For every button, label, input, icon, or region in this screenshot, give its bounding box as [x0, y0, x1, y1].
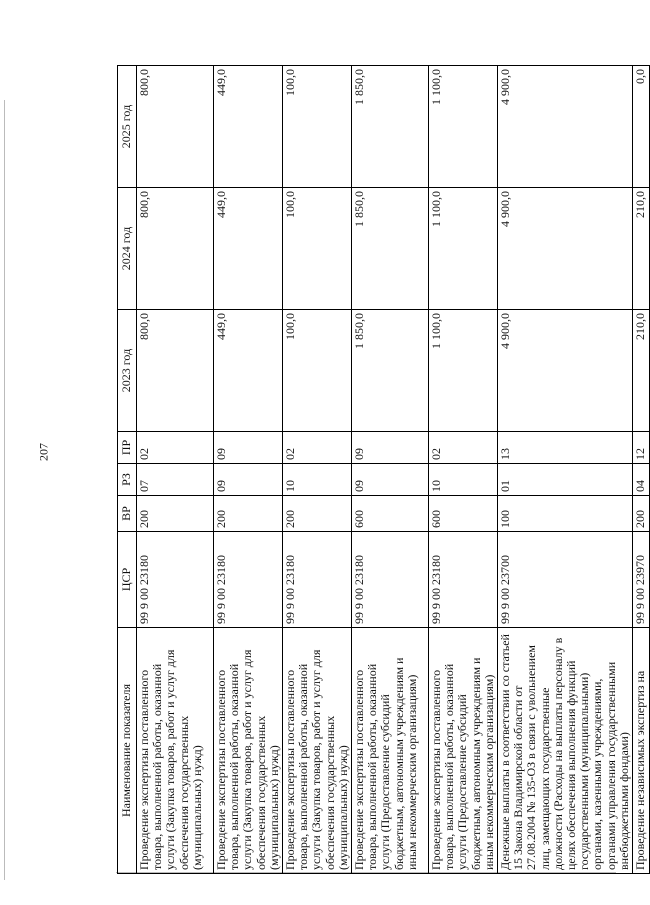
row-pr: 02 [137, 432, 214, 464]
row-vr: 100 [498, 496, 633, 532]
row-rz: 07 [137, 464, 214, 496]
row-2025: 0,0 [633, 66, 650, 188]
row-2023: 1 850,0 [352, 310, 429, 432]
row-csr: 99 9 00 23180 [352, 532, 429, 628]
header-vr: ВР [118, 496, 137, 532]
row-vr: 600 [352, 496, 429, 532]
budget-table [117, 65, 650, 874]
row-name: Проведение независимых экспертиз на [633, 628, 650, 874]
row-2024: 449,0 [214, 188, 283, 310]
header-2023: 2023 год [118, 310, 137, 432]
row-pr: 12 [633, 432, 650, 464]
row-rz: 10 [429, 464, 498, 496]
row-name: Проведение экспертизы поставленного товара, выполненной работы, оказанной услуги (Закупка товаров, работ и услуг для обеспечения государственных (муниципальных) нужд) [214, 628, 283, 874]
row-2024: 100,0 [283, 188, 352, 310]
row-name: Проведение экспертизы поставленного товара, выполненной работы, оказанной услуги (Предоставление субсидий бюджетным, автономным учреждениям и иным некоммерческим организациям) [352, 628, 429, 874]
table-row [498, 66, 633, 874]
row-csr: 99 9 00 23180 [137, 532, 214, 628]
row-name: Проведение экспертизы поставленного товара, выполненной работы, оказанной услуги (Закупка товаров, работ и услуг для обеспечения государственных (муниципальных) нужд) [137, 628, 214, 874]
row-csr: 99 9 00 23180 [429, 532, 498, 628]
row-rz: 01 [498, 464, 633, 496]
row-rz: 04 [633, 464, 650, 496]
row-2025: 800,0 [137, 66, 214, 188]
row-2023: 449,0 [214, 310, 283, 432]
row-2023: 100,0 [283, 310, 352, 432]
header-2024: 2024 год [118, 188, 137, 310]
row-vr: 200 [283, 496, 352, 532]
table-row [283, 66, 352, 874]
table-row [352, 66, 429, 874]
budget-table-container [117, 66, 648, 874]
row-2024: 210,0 [633, 188, 650, 310]
row-2025: 100,0 [283, 66, 352, 188]
row-2025: 1 850,0 [352, 66, 429, 188]
row-2023: 210,0 [633, 310, 650, 432]
row-2024: 4 900,0 [498, 188, 633, 310]
header-rz: РЗ [118, 464, 137, 496]
row-2024: 1 850,0 [352, 188, 429, 310]
row-2024: 800,0 [137, 188, 214, 310]
row-rz: 09 [214, 464, 283, 496]
table-row [633, 66, 650, 874]
row-2025: 449,0 [214, 66, 283, 188]
header-2025: 2025 год [118, 66, 137, 188]
row-vr: 200 [137, 496, 214, 532]
row-name: Денежные выплаты в соответствии со статьей 15 Закона Владимирской области от 27.08.2004 № 135-ОЗ в связи с увольнением лиц, замещающих государственные должности (Расходы на выплаты персоналу в целях обеспечения выполнения функций государственными (муниципальными) органами, казенными учреждениями, органами управления государственными внебюджетными фондами) [498, 628, 633, 874]
header-name: Наименование показателя [118, 628, 137, 874]
row-name: Проведение экспертизы поставленного товара, выполненной работы, оказанной услуги (Закупка товаров, работ и услуг для обеспечения государственных (муниципальных) нужд) [283, 628, 352, 874]
row-pr: 13 [498, 432, 633, 464]
row-2023: 4 900,0 [498, 310, 633, 432]
table-header-row [118, 66, 137, 874]
row-vr: 600 [429, 496, 498, 532]
row-pr: 09 [352, 432, 429, 464]
row-2025: 1 100,0 [429, 66, 498, 188]
page-number: 207 [36, 443, 51, 461]
row-csr: 99 9 00 23700 [498, 532, 633, 628]
row-csr: 99 9 00 23180 [283, 532, 352, 628]
row-name: Проведение экспертизы поставленного товара, выполненной работы, оказанной услуги (Предоставление субсидий бюджетным, автономным учреждениям и иным некоммерческим организациям) [429, 628, 498, 874]
row-vr: 200 [633, 496, 650, 532]
row-2024: 1 100,0 [429, 188, 498, 310]
row-csr: 99 9 00 23180 [214, 532, 283, 628]
header-pr: ПР [118, 432, 137, 464]
row-2023: 800,0 [137, 310, 214, 432]
table-row [137, 66, 214, 874]
scan-edge-line [4, 100, 5, 880]
row-rz: 10 [283, 464, 352, 496]
header-csr: ЦСР [118, 532, 137, 628]
row-2025: 4 900,0 [498, 66, 633, 188]
row-vr: 200 [214, 496, 283, 532]
row-pr: 02 [429, 432, 498, 464]
row-2023: 1 100,0 [429, 310, 498, 432]
table-row [214, 66, 283, 874]
row-csr: 99 9 00 23970 [633, 532, 650, 628]
row-rz: 09 [352, 464, 429, 496]
table-row [429, 66, 498, 874]
row-pr: 09 [214, 432, 283, 464]
row-pr: 02 [283, 432, 352, 464]
